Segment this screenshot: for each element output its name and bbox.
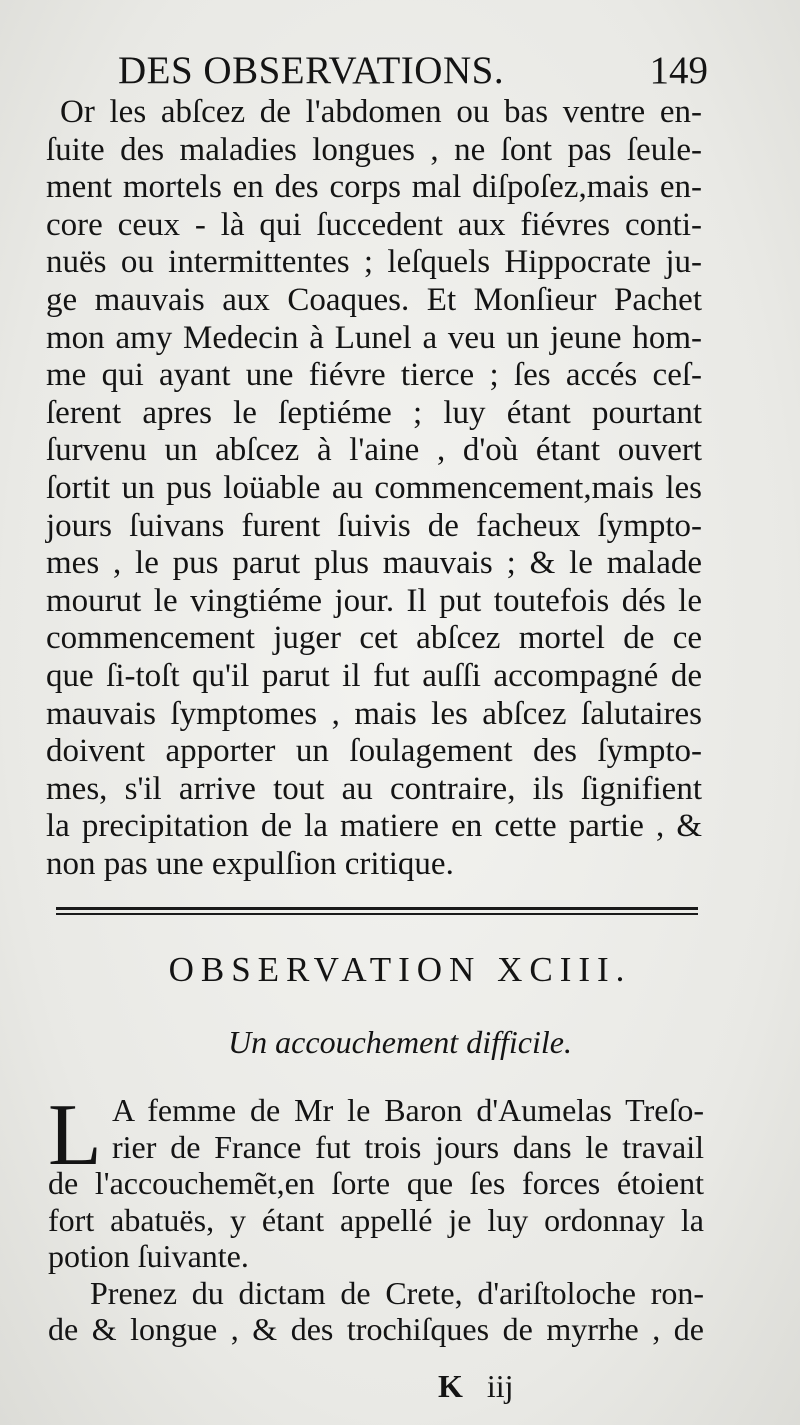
text-line: mes , le pus parut plus mauvais ; & le malade <box>46 545 702 582</box>
text-line: nuës ou intermittentes ; leſquels Hippocrate ju- <box>46 244 702 281</box>
text-line: me qui ayant une fiévre tierce ; ſes accés ceſ- <box>46 357 702 394</box>
text-line: ſortit un pus loüable au commencement,mais les <box>46 469 702 506</box>
divider-thin-line <box>56 913 698 915</box>
text-line: ſurvenu un abſcez à l'aine , d'où étant ouvert <box>46 432 702 469</box>
text-line: de l'accouchemẽt,en ſorte que ſes forces étoient <box>48 1165 704 1201</box>
page-header <box>118 44 708 94</box>
paragraph-abscess <box>46 94 702 883</box>
text-line: rier de France fut trois jours dans le travail <box>112 1128 704 1165</box>
text-line: mon amy Medecin à Lunel a veu un jeune hom- <box>46 319 702 356</box>
observation-subtitle: Un accouchement difficile. <box>228 1024 572 1060</box>
text-line: ge mauvais aux Coaques. Et Monſieur Pachet <box>46 281 702 318</box>
signature-number: iij <box>486 1368 514 1404</box>
signature-mark <box>438 1368 514 1405</box>
text-line: mauvais ſymptomes , mais les abſcez ſalutaires <box>46 695 702 732</box>
signature-letter: K <box>438 1368 463 1404</box>
text-line: ment mortels en des corps mal diſpoſez,mais en- <box>46 169 702 206</box>
text-line: la precipitation de la matiere en cette partie , & <box>46 808 702 845</box>
text-line: jours ſuivans furent ſuivis de facheux ſympto- <box>46 507 702 544</box>
text-line: commencement juger cet abſcez mortel de ce <box>46 620 702 657</box>
drop-cap: L <box>48 1087 102 1184</box>
text-line: A femme de Mr le Baron d'Aumelas Treſo- <box>112 1092 704 1128</box>
section-divider <box>56 907 698 917</box>
observation-title: OBSERVATION XCIII. <box>168 950 632 989</box>
text-line: ſerent apres le ſeptiéme ; luy étant pourtant <box>46 394 702 431</box>
text-line: ſuite des maladies longues , ne ſont pas ſeule- <box>46 131 702 168</box>
running-head: DES OBSERVATIONS. <box>118 49 505 92</box>
text-line: Or les abſcez de l'abdomen ou bas ventre en- <box>60 94 702 130</box>
text-line: de & longue , & des trochiſques de myrrhe , de <box>48 1311 704 1347</box>
text-line: doivent apporter un ſoulagement des ſympto- <box>46 733 702 770</box>
text-line: core ceux - là qui ſuccedent aux fiévres conti- <box>46 206 702 243</box>
text-line: fort abatuës, y étant appellé je luy ordonnay la <box>48 1201 704 1238</box>
divider-thick-line <box>56 907 698 910</box>
paragraph-childbirth <box>48 1087 704 1348</box>
text-line: non pas une expulſion critique. <box>46 845 454 882</box>
text-line: mourut le vingtiéme jour. Il put toutefois dés le <box>46 582 702 619</box>
text-line: Prenez du dictam de Crete, d'ariſtoloche ron- <box>90 1274 704 1311</box>
text-line: que ſi-toſt qu'il parut il fut auſſi accompagné de <box>46 657 702 694</box>
text-line: mes, s'il arrive tout au contraire, ils ſignifient <box>46 770 702 807</box>
text-line: potion ſuivante. <box>48 1238 249 1274</box>
page-number: 149 <box>649 49 708 92</box>
